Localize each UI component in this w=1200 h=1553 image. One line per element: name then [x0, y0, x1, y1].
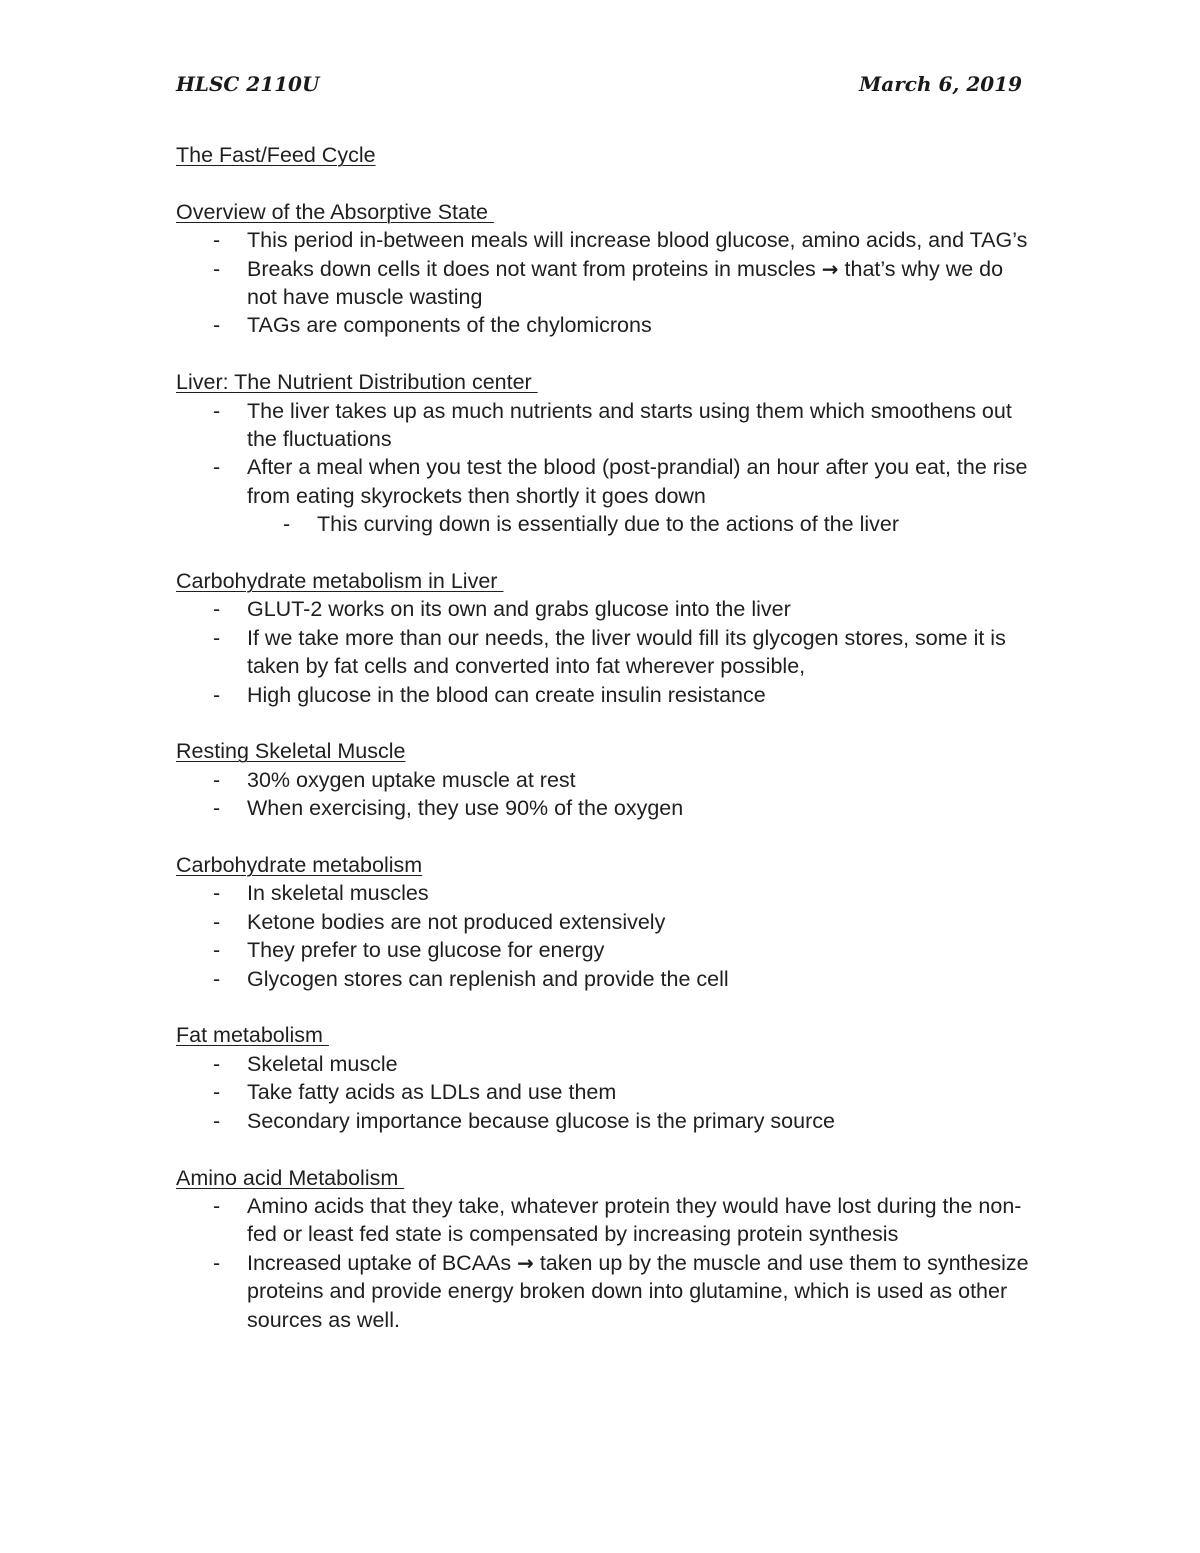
- bullet-item: [176, 879, 1036, 907]
- bullet-text: This curving down is essentially due to the actions of the liver: [317, 512, 899, 537]
- bullet-text: Secondary importance because glucose is the primary source: [247, 1108, 835, 1133]
- note-section: [176, 1021, 1036, 1135]
- bullet-text: Glycogen stores can replenish and provide the cell: [247, 966, 729, 991]
- dash-bullet-icon: -: [283, 512, 291, 537]
- note-body: [176, 141, 1036, 1334]
- bullet-list: [176, 1050, 1036, 1135]
- dash-bullet-icon: -: [213, 909, 221, 934]
- bullet-text: Breaks down cells it does not want from proteins in muscles: [247, 256, 822, 281]
- arrow-right-icon: →: [821, 256, 839, 281]
- bullet-text: 30% oxygen uptake muscle at rest: [247, 767, 576, 792]
- bullet-list: [176, 879, 1036, 993]
- dash-bullet-icon: -: [213, 1080, 221, 1105]
- bullet-item: [176, 908, 1036, 936]
- bullet-item: [176, 1249, 1036, 1334]
- section-heading: Carbohydrate metabolism: [176, 853, 423, 878]
- bullet-item: [176, 681, 1036, 709]
- bullet-item: [176, 794, 1036, 822]
- bullet-item: [176, 397, 1036, 454]
- note-section: [176, 198, 1036, 340]
- dash-bullet-icon: -: [213, 625, 221, 650]
- dash-bullet-icon: -: [213, 682, 221, 707]
- bullet-item: [176, 595, 1036, 623]
- note-section: [176, 1164, 1036, 1334]
- bullet-text: taken up by the muscle and use them to synthesize proteins and provide energy broken down into glutamine, which is used as other sources as well.: [247, 1250, 1029, 1332]
- dash-bullet-icon: -: [213, 256, 221, 281]
- bullet-text: Increased uptake of BCAAs: [247, 1250, 518, 1275]
- bullet-text: that’s why we do not have muscle wasting: [247, 256, 1004, 309]
- arrow-right-icon: →: [517, 1250, 534, 1275]
- bullet-list: [176, 1192, 1036, 1334]
- bullet-item: [176, 1050, 1036, 1078]
- bullet-text: High glucose in the blood can create insulin resistance: [247, 682, 766, 707]
- bullet-item: [176, 1192, 1036, 1249]
- note-section: [176, 737, 1036, 822]
- bullet-text: Amino acids that they take, whatever protein they would have lost during the non-fed or least fed state is compensated by increasing protein synthesis: [247, 1193, 1022, 1247]
- section-heading: Overview of the Absorptive State: [176, 199, 494, 224]
- dash-bullet-icon: -: [213, 398, 221, 423]
- bullet-text: They prefer to use glucose for energy: [247, 938, 605, 963]
- dash-bullet-icon: -: [213, 455, 221, 480]
- dash-bullet-icon: -: [213, 1051, 221, 1076]
- dash-bullet-icon: -: [213, 938, 221, 963]
- dash-bullet-icon: -: [213, 881, 221, 906]
- bullet-text: After a meal when you test the blood (post-prandial) an hour after you eat, the rise from eating skyrockets then shortly it goes down: [247, 455, 1028, 508]
- document-title: The Fast/Feed Cycle: [176, 143, 376, 167]
- bullet-text: The liver takes up as much nutrients and starts using them which smoothens out the fluctuations: [247, 398, 1012, 452]
- bullet-text: When exercising, they use 90% of the oxygen: [247, 796, 684, 821]
- bullet-item: [176, 965, 1036, 993]
- bullet-item: [176, 1107, 1036, 1135]
- section-heading: Amino acid Metabolism: [176, 1165, 405, 1190]
- bullet-item: [176, 453, 1036, 510]
- bullet-text: GLUT-2 works on its own and grabs glucose into the liver: [247, 597, 791, 622]
- note-section: [176, 368, 1036, 538]
- dash-bullet-icon: -: [213, 767, 221, 792]
- dash-bullet-icon: -: [213, 966, 221, 991]
- bullet-text: Ketone bodies are not produced extensively: [247, 909, 666, 934]
- bullet-item: [176, 226, 1036, 254]
- dash-bullet-icon: -: [213, 796, 221, 821]
- dash-bullet-icon: -: [213, 1250, 221, 1275]
- bullet-text: Skeletal muscle: [247, 1051, 398, 1076]
- dash-bullet-icon: -: [213, 1108, 221, 1133]
- sections-container: [176, 198, 1036, 1334]
- bullet-text: In skeletal muscles: [247, 881, 429, 906]
- note-date: March 6, 2019: [859, 72, 1022, 96]
- bullet-text: This period in-between meals will increase blood glucose, amino acids, and TAG’s: [247, 228, 1028, 253]
- bullet-list: [176, 397, 1036, 539]
- bullet-list: [176, 766, 1036, 823]
- section-heading: Fat metabolism: [176, 1023, 329, 1048]
- dash-bullet-icon: -: [213, 228, 221, 253]
- bullet-text: If we take more than our needs, the liver would fill its glycogen stores, some it is taken by fat cells and converted into fat wherever possible,: [247, 625, 1006, 679]
- dash-bullet-icon: -: [213, 597, 221, 622]
- bullet-item: [176, 766, 1036, 794]
- bullet-item: [176, 311, 1036, 339]
- dash-bullet-icon: -: [213, 1193, 221, 1218]
- bullet-list: [176, 226, 1036, 340]
- sub-bullet-item: [176, 510, 1036, 538]
- section-heading: Liver: The Nutrient Distribution center: [176, 370, 538, 395]
- note-section: [176, 851, 1036, 993]
- bullet-item: [176, 624, 1036, 681]
- note-section: [176, 567, 1036, 709]
- section-heading: Resting Skeletal Muscle: [176, 739, 406, 764]
- section-heading: Carbohydrate metabolism in Liver: [176, 569, 504, 594]
- dash-bullet-icon: -: [213, 313, 221, 338]
- course-code: HLSC 2110U: [176, 72, 320, 96]
- bullet-item: [176, 255, 1036, 312]
- bullet-text: Take fatty acids as LDLs and use them: [247, 1080, 617, 1105]
- bullet-item: [176, 936, 1036, 964]
- bullet-text: TAGs are components of the chylomicrons: [247, 313, 652, 338]
- bullet-list: [176, 595, 1036, 709]
- bullet-item: [176, 1078, 1036, 1106]
